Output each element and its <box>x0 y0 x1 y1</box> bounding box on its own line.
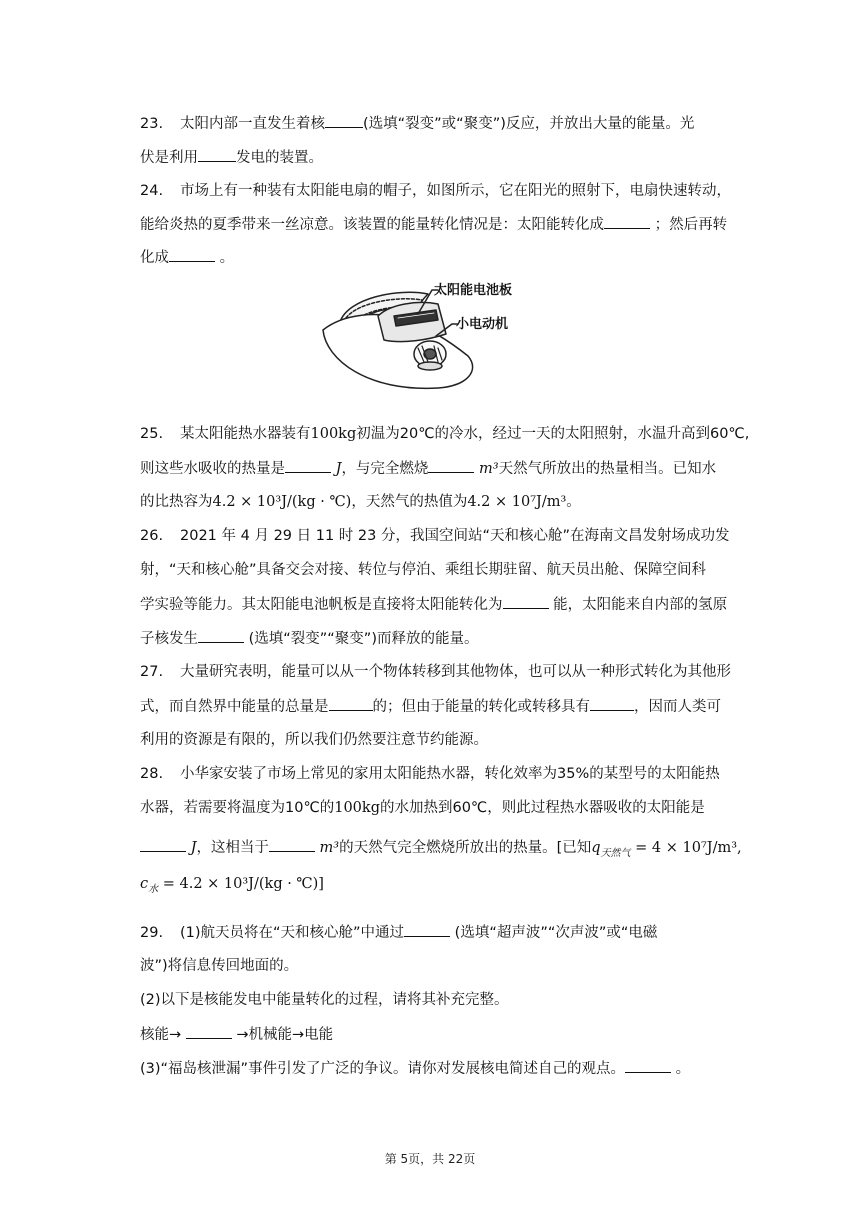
q24-line-3: 化成 。 <box>140 247 234 268</box>
q26-blank-2[interactable] <box>198 628 244 643</box>
q24-line-1: 24. 市场上有一种装有太阳能电扇的帽子，如图所示，它在阳光的照射下，电扇快速转动， <box>140 183 731 199</box>
q26-blank-1[interactable] <box>503 594 549 609</box>
q26-line-3: 学实验等能力。其太阳能电池帆板是直接将太阳能转化为 能，太阳能来自内部的氢原 <box>140 594 727 615</box>
q24-line-2: 能给炎热的夏季带来一丝凉意。该装置的能量转化情况是：太阳能转化成 ；然后再转 <box>140 214 727 235</box>
q29-line-4: 核能→ →机械能→电能 <box>140 1024 333 1045</box>
q28-blank-1[interactable] <box>140 837 186 852</box>
q26-number: 26. <box>140 528 164 544</box>
q27-line-3: 利用的资源是有限的，所以我们仍然要注意节约能源。 <box>140 732 488 748</box>
q27-blank-1[interactable] <box>329 696 373 711</box>
q25-blank-2[interactable] <box>428 458 474 473</box>
q28-number: 28. <box>140 766 164 782</box>
q24-number: 24. <box>140 183 164 199</box>
q25-line-1: 25. 某太阳能热水器装有100kg初温为20℃的冷水，经过一天的太阳照射，水温升高到60℃, <box>140 426 750 442</box>
figure-label-motor: 小电动机 <box>456 317 509 332</box>
q29-line-2: 波”)将信息传回地面的。 <box>140 958 299 974</box>
q27-blank-2[interactable] <box>590 696 634 711</box>
q23-line-1: 23. 太阳内部一直发生着核 (选填“裂变”或“聚变”)反应，并放出大量的能量。光 <box>140 113 694 134</box>
page-footer: 第 5页，共 22页 <box>384 1152 476 1166</box>
q25-line-2: 则这些水吸收的热量是 J，与完全燃烧 m³天然气所放出的热量相当。已知水 <box>140 458 716 479</box>
q23-blank-1[interactable] <box>325 113 363 128</box>
q27-line-2: 式，而自然界中能量的总量是 的；但由于能量的转化或转移具有 ，因而人类可 <box>140 696 721 717</box>
q25-line-3: 的比热容为4.2 × 10³J/(kg · ℃)，天然气的热值为4.2 × 10⁷J/m³。 <box>140 494 581 510</box>
solar-fan-hat-illustration <box>318 270 528 400</box>
q24-blank-2[interactable] <box>169 247 215 262</box>
q26-line-4: 子核发生 (选填“裂变”“聚变”)而释放的能量。 <box>140 628 478 649</box>
figure-label-solar-panel: 太阳能电池板 <box>434 283 513 298</box>
q29-blank-3[interactable] <box>625 1058 671 1073</box>
q28-line-4: $c_水 = 4.2 \times 10^3J/(kg$ · ℃)] <box>140 876 324 895</box>
q25-blank-1[interactable] <box>285 458 331 473</box>
q29-blank-2[interactable] <box>186 1024 232 1039</box>
q28-line-3: J，这相当于 m³的天然气完全燃烧所放出的热量。[已知$q_{天然气} = 4 \times 10^7J/m^3$, <box>140 837 742 858</box>
q29-number: 29. <box>140 925 164 941</box>
q29-line-1: 29. (1)航天员将在“天和核心舱”中通过 (选填“超声波”“次声波”或“电磁 <box>140 922 657 943</box>
q23-number: 23. <box>140 116 164 132</box>
q23-line-2: 伏是利用 发电的装置。 <box>140 147 323 168</box>
q28-line-1: 28. 小华家安装了市场上常见的家用太阳能热水器，转化效率为35%的某型号的太阳能热 <box>140 766 720 782</box>
q29-line-3: (2)以下是核能发电中能量转化的过程，请将其补充完整。 <box>140 992 509 1008</box>
q28-line-2: 水器，若需要将温度为10℃的100kg的水加热到60℃，则此过程热水器吸收的太阳能是 <box>140 800 705 816</box>
q28-blank-2[interactable] <box>269 837 315 852</box>
q23-blank-2[interactable] <box>198 147 236 162</box>
q29-line-5: (3)“福岛核泄漏”事件引发了广泛的争议。请你对发展核电简述自己的观点。 。 <box>140 1058 690 1079</box>
q25-number: 25. <box>140 426 164 442</box>
q27-number: 27. <box>140 664 164 680</box>
q26-line-1: 26. 2021 年 4 月 29 日 11 时 23 分，我国空间站“天和核心舱”在海南文昌发射场成功发 <box>140 528 730 544</box>
q27-line-1: 27. 大量研究表明，能量可以从一个物体转移到其他物体，也可以从一种形式转化为其他形 <box>140 664 731 680</box>
q26-line-2: 射，“天和核心舱”具备交会对接、转位与停泊、乘组长期驻留、航天员出舱、保障空间科 <box>140 562 707 578</box>
q29-blank-1[interactable] <box>404 922 450 937</box>
q24-blank-1[interactable] <box>604 214 650 229</box>
